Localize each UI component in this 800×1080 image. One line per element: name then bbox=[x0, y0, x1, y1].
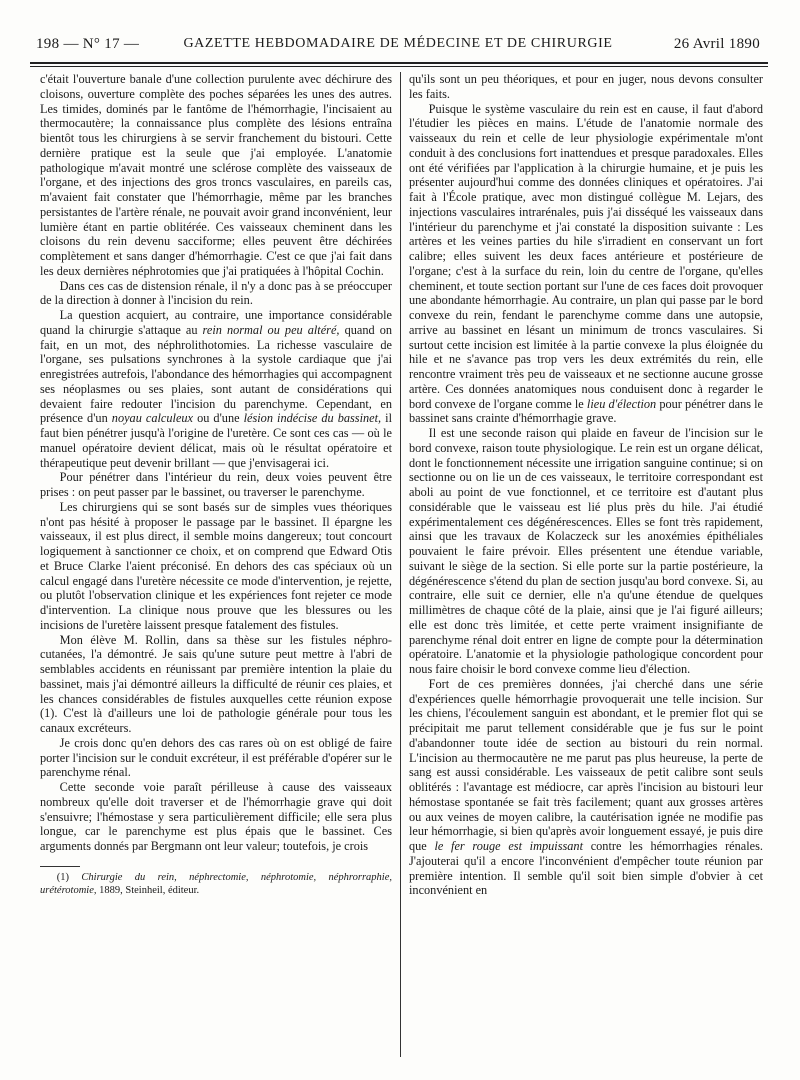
paragraph: qu'ils sont un peu théoriques, et pour en juger, nous devons consulter les faits. bbox=[409, 72, 763, 101]
paragraph bbox=[40, 633, 392, 736]
text-run: La question acquiert, au contraire, une importance considérable quand la chirurgie s'attaque au bbox=[40, 308, 392, 337]
footnote-rule bbox=[40, 866, 80, 867]
paragraph: Cette seconde voie paraît périlleuse à cause des vaisseaux nombreux qu'elle doit traverser et de l'hémorrhagie grave qui doit s'ensuivre; l'hémostase y sera particulièrement difficile; elle sera plus longue, car le parenchyme est plus épais que le bassinet. Ces arguments donnés par Bergmann ont leur valeur; toutefois, je crois bbox=[40, 780, 392, 853]
text-run: Mon élève M. Rollin, dans sa thèse sur les fistules néphro-cutanées, l'a démontré. Je sais qu'une suture peut mettre à l'abri de semblables accidents en réunissant par première intention la plaie du bassinet, mais j'ai démontré ailleurs la difficulté de réunir ces plaies, et les chances considérables de fistules auxquelles cette réunion expose bbox=[40, 632, 392, 706]
journal-title: GAZETTE HEBDOMADAIRE DE MÉDECINE ET DE CHIRURGIE bbox=[183, 36, 613, 51]
emphasis: le fer rouge est impuissant bbox=[434, 839, 583, 853]
paragraph bbox=[409, 677, 763, 898]
emphasis: lieu d'élection bbox=[586, 396, 657, 411]
emphasis: noyau calculeux bbox=[111, 411, 194, 426]
column-divider bbox=[400, 72, 401, 1057]
paragraph: Je crois donc qu'en dehors des cas rares où on est obligé de faire porter l'incision sur le conduit excréteur, il est préférable d'opérer sur le parenchyme rénal. bbox=[40, 735, 392, 780]
right-column bbox=[409, 72, 763, 898]
left-column bbox=[40, 72, 392, 897]
footnote-publisher: 1889, Steinheil, éditeur. bbox=[99, 884, 200, 896]
footnote-title: Chirurgie du rein, néphrectomie, néphrotomie, néphrorraphie, urétérotomie, bbox=[40, 871, 393, 896]
header-rule bbox=[30, 62, 768, 67]
paragraph: Les chirurgiens qui se sont basés sur de simples vues théoriques n'ont pas hésité à proposer le passage par le bassinet. Il épargne les vaisseaux, il est plus direct, il semble moins dangereux; tout concourt logiquement à sanctionner ce choix, et on comprend que Edward Otis et Bruce Clarke l'aient préconisé. En dehors des cas spéciaux où un calcul engagé dans l'uretère nécessite ce mode d'intervention, je rejette, ou plutôt l'observation clinique et les expériences font rejeter ce mode d'intervention. La clinique nous prouve que les blessures ou les incisions de l'uretère laissent presque fatalement des fistules. bbox=[40, 499, 392, 632]
paragraph: Pour pénétrer dans l'intérieur du rein, deux voies peuvent être prises : on peut passer par le bassinet, ou traverser le parenchyme. bbox=[40, 470, 392, 499]
footnote-number: (1) bbox=[56, 871, 70, 883]
paragraph bbox=[40, 308, 392, 470]
issue-date: 26 Avril 1890 bbox=[673, 36, 760, 52]
text-run: quand on fait, en un mot, des néphrolithotomies. La richesse vasculaire de l'organe, ses pulsations synchrones à la systole cardiaque que j'ai enregistrées autrefois, l'abondance des hémorrhagies qui accompagnent ses néoplasmes ou ses plaies, sont autant de considérations qui devaient faire redouter l'incision du parenchyme. Cependant, en présence d'un bbox=[40, 322, 392, 426]
paragraph: c'était l'ouverture banale d'une collection purulente avec déchirure des cloisons, ouverture complète des poches séparées les unes des autres. Les timides, dominés par le fantôme de l'hémorrhagie, l'incisaient au thermocautère; la connaissance plus complète des lésions entraîna bientôt tous les chirurgiens à se servir franchement du bistouri. Cette dernière pratique est la seule que j'ai employée. L'anatomie pathologique m'avait montré une sclérose complète des vaisseaux de l'organe, et des injections des gros troncs vasculaires, en pareils cas, m'avaient fait constater que l'hémorrhagie, même par les branches persistantes de l'artère rénale, ne pouvait avoir grand inconvénient, leur lumière étant en partie oblitérée. Ces vaisseaux cheminent dans les cloisons du rein devenu sacciforme; elles peuvent être déchirées complètement et sans danger d'hémorrhagie. C'est ce que j'ai fait dans les deux dernières néphrotomies que j'ai pratiquées à l'hôpital Cochin. bbox=[40, 72, 392, 278]
footnote-reference: (1). bbox=[40, 706, 58, 721]
text-run: Fort de ces premières données, j'ai cherché dans une série d'expériences quelle hémorrhagie provoquerait une telle incision. Sur les chiens, l'écoulement sanguin est abondant, et le premier flot qui se précipitait me parut tellement considérable que je fus sur le point d'abandonner toute idée de section au bistouri du rein normal. L'incision au thermocautère ne me parut pas plus heureuse, la perte de sang est aussi considérable. Les vaisseaux de petit calibre sont seuls oblitérés : l'avantage est médiocre, car après l'incision au bistouri leur hémostase spontanée se fait très facilement; quant aux grosses artères ou aux veines de moyen calibre, la cautérisation ignée ne modifie pas leur hémorrhagie, si bien qu'après avoir longuement essayé, je puis dire que bbox=[409, 676, 763, 853]
paragraph: Il est une seconde raison qui plaide en faveur de l'incision sur le bord convexe, raison toute physiologique. Le rein est un organe délicat, dont le fonctionnement nécessite une irrigation sanguine continue; si on sectionne ou on lie un de ces vaisseaux, le territoire correspondant est aboli au point de vue fonctionnel, et ce territoire est d'autant plus considérable que le vaisseau est lié plus près du hile. J'ai étudié expérimentalement ces dégénérescences. Elles se font très rapidement, ainsi que les travaux de Kolaczeck sur les anoxémies épithéliales pouvaient le faire prévoir. Elles présentent une étendue variable, suivant le siège de la section. Si elle porte sur la partie postérieure, la dégénérescence s'étend du plan de section jusqu'au bord convexe. Si, au contraire, elle suit ce dernier, elle n'a qu'une étendue de quelques millimètres de chaque côté de la plaie, ainsi que je l'ai figuré ailleurs; elle est donc très limitée, et cette perte vraiment insignifiante de parenchyme rénal doit entrer en ligne de compte pour la détermination opératoire. L'anatomie et la physiologie pathologique concordent pour nous faire choisir le bord convexe comme lieu d'élection. bbox=[409, 426, 763, 676]
footnote bbox=[40, 871, 392, 897]
text-run: ou d'une bbox=[197, 411, 240, 426]
text-run: Puisque le système vasculaire du rein est en cause, il faut d'abord l'étudier les pièces en mains. L'étude de l'anatomie normale des vaisseaux du rein et celle de leur physiologie expérimentale m'ont conduit à des conclusions fort inattendues et presque paradoxales. Elles ont été vérifiées par l'application à la chirurgie humaine, et je puis les présenter aujourd'hui comme des données cliniques et opératoires. J'ai fait à l'École pratique, avec mon distingué collègue M. Lejars, des injections vasculaires intrarénales, puis j'ai disséqué les vaisseaux dans l'intérieur du parenchyme et j'ai constaté la disposition suivante : Les artères et les veines parties du hile s'irradient en conservant un fort calibre; elles suivent les deux faces antérieure et postérieure de l'organe; c'est à la surface du rein, loin du centre de l'organe, qu'elles cheminent, et toute section portant sur l'une de ces faces doit provoquer une abondante hémorrhagie. Au contraire, un plan qui passe par le bord convexe du rein, fendant le parenchyme comme dans une autopsie, arrive au bassinet en lésant un minimum de troncs vasculaires. Si surtout cette incision est limitée à la partie convexe la plus éloignée du hile et ne s'avance pas trop vers les deux extrémités du rein, elle rencontre vraiment très peu de vaisseaux et ne sectionne aucune grosse artère. Ces données anatomiques nous conduisent donc à regarder le bord convexe de l'organe comme le bbox=[409, 101, 763, 411]
paragraph: Dans ces cas de distension rénale, il n'y a donc pas à se préoccuper de la direction à donner à l'incision du rein. bbox=[40, 278, 392, 308]
emphasis: rein normal ou peu altéré, bbox=[202, 322, 340, 337]
text-run: il faut bien pénétrer jusqu'à l'origine de l'uretère. Ce sont ces cas — où le manuel opératoire devient délicat, mais où le résultat opératoire et thérapeutique peut devenir brillant — que j'envisagerai ici. bbox=[40, 411, 393, 470]
text-run: pour pénétrer dans le bassinet sans crainte d'hémorrhagie grave. bbox=[409, 396, 764, 426]
running-head bbox=[36, 36, 760, 60]
page-number: 198 — N° 17 — bbox=[36, 36, 140, 52]
text-run: contre les hémorrhagies rénales. J'ajouterai qu'il a encore l'inconvénient d'empêcher toute réunion par première intention. Il semble qu'il soit bien simple d'obvier à cet inconvénient en bbox=[409, 839, 763, 898]
emphasis: lésion indécise du bassinet, bbox=[243, 411, 382, 426]
text-run: C'est là d'ailleurs une loi de pathologie générale pour tous les canaux excréteurs. bbox=[40, 706, 393, 735]
paragraph bbox=[409, 102, 763, 427]
